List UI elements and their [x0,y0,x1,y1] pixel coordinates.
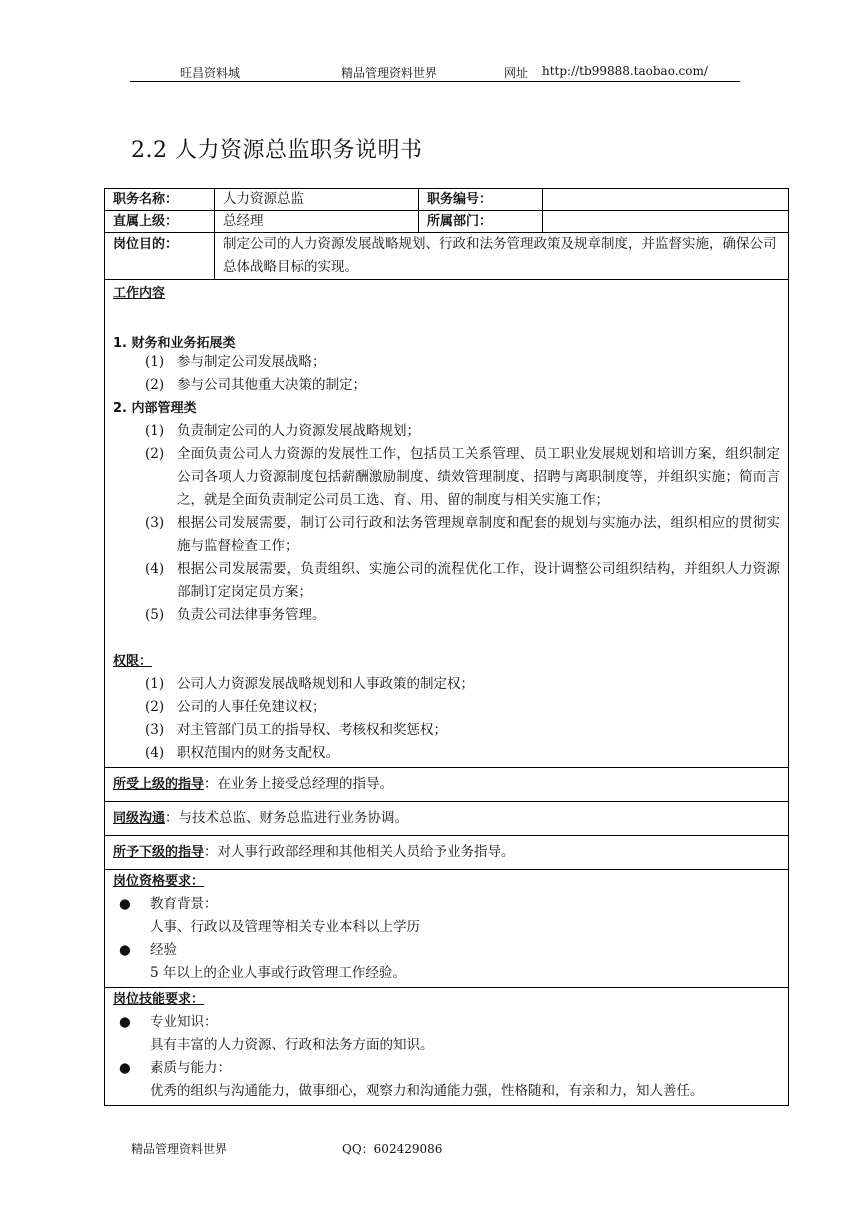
list-item: (3) 对主管部门员工的指导权、考核权和奖惩权； [145,722,447,738]
bullet-icon: ● [119,1014,131,1030]
guidance-label: 所受上级的指导 [113,777,205,792]
work-content-heading: 工作内容 [113,286,166,301]
list-item: (1) 参与制定公司发展战略； [145,354,326,370]
job-number-value [543,189,789,211]
list-item: (1) 负责制定公司的人力资源发展战略规划； [145,423,420,439]
list-item: ● 素质与能力： [113,1057,780,1080]
info-row-2 [105,211,789,233]
section-1-title: 1. 财务和业务拓展类 [113,336,236,351]
document-title: 2.2 人力资源总监职务说明书 [131,138,423,163]
list-item: (4) 职权范围内的财务支配权。 [145,745,339,761]
skills-row [105,988,789,1106]
purpose-row [105,233,789,280]
list-item: (2) 参与公司其他重大决策的制定； [145,377,366,393]
header-site-name: 旺昌资料城 [180,66,241,80]
job-description-table [104,188,789,1106]
footer-qq: QQ：602429086 [342,1142,443,1156]
subordinate-label: 所予下级的指导 [113,845,205,860]
peer-label: 同级沟通 [113,811,166,826]
work-content-block [105,280,788,767]
list-item: (2) 公司的人事任免建议权； [145,699,326,715]
list-item: ● 教育背景： [113,893,780,916]
footer-left: 精品管理资料世界 [131,1142,228,1156]
header-url-label: 网址 [504,66,529,80]
qualification-detail: 人事、行政以及管理等相关专业本科以上学历 [150,919,420,935]
guidance-row [105,768,789,802]
purpose-text: 制定公司的人力资源发展战略规划、行政和法务管理政策及规章制度，并监督实施，确保公司总体战略目标的实现。 [215,233,789,280]
list-item: (5) 负责公司法律事务管理。 [145,607,326,623]
bullet-icon: ● [119,942,131,958]
list-item: (1) 公司人力资源发展战略规划和人事政策的制定权； [145,676,474,692]
skills-detail: 具有丰富的人力资源、行政和法务方面的知识。 [150,1037,434,1053]
bullet-icon: ● [119,896,131,912]
qualification-heading: 岗位资格要求： [113,874,205,889]
section-2-title: 2. 内部管理类 [113,401,197,416]
job-name-value: 人力资源总监 [215,189,419,211]
qualification-row [105,870,789,988]
list-item: (4) 根据公司发展需要，负责组织、实施公司的流程优化工作，设计调整公司组织结构，并组织人力资源部制订定岗定员方案； [145,561,780,600]
bullet-icon: ● [119,1060,131,1076]
subordinate-text: ：对人事行政部经理和其他相关人员给予业务指导。 [204,844,515,860]
job-name-label: 职务名称： [105,189,215,211]
peer-row [105,802,789,836]
header-tagline: 精品管理资料世界 [341,66,438,80]
list-item: ● 专业知识： [113,1011,780,1034]
qualification-detail: 5 年以上的企业人事或行政管理工作经验。 [150,965,406,981]
authority-heading: 权限： [113,654,153,669]
purpose-label: 岗位目的： [105,233,215,280]
header-url[interactable]: http://tb99888.taobao.com/ [542,64,708,78]
list-item: ● 经验 [113,939,780,962]
skills-detail: 优秀的组织与沟通能力，做事细心，观察力和沟通能力强，性格随和，有亲和力，知人善任。 [150,1083,704,1099]
skills-heading: 岗位技能要求： [113,992,205,1007]
info-row-1 [105,189,789,211]
department-label: 所属部门： [419,211,543,233]
list-item: (3) 根据公司发展需要，制订公司行政和法务管理规章制度和配套的规划与实施办法，组织相应的贯彻实施与监督检查工作； [145,515,780,554]
superior-label: 直属上级： [105,211,215,233]
list-item: (2) 全面负责公司人力资源的发展性工作，包括员工关系管理、员工职业发展规划和培训方案，组织制定公司各项人力资源制度包括薪酬激励制度、绩效管理制度、招聘与离职制度等，并组织实施；简而言之，就是全面负责制定公司员工选、育、用、留的制度与相关实施工作； [145,446,780,508]
guidance-text: ：在业务上接受总经理的指导。 [204,776,394,792]
peer-text: ：与技术总监、财务总监进行业务协调。 [165,810,409,826]
department-value [543,211,789,233]
page-header [130,62,740,82]
work-content-row [105,280,789,768]
job-number-label: 职务编号： [419,189,543,211]
superior-value: 总经理 [215,211,419,233]
subordinate-row [105,836,789,870]
